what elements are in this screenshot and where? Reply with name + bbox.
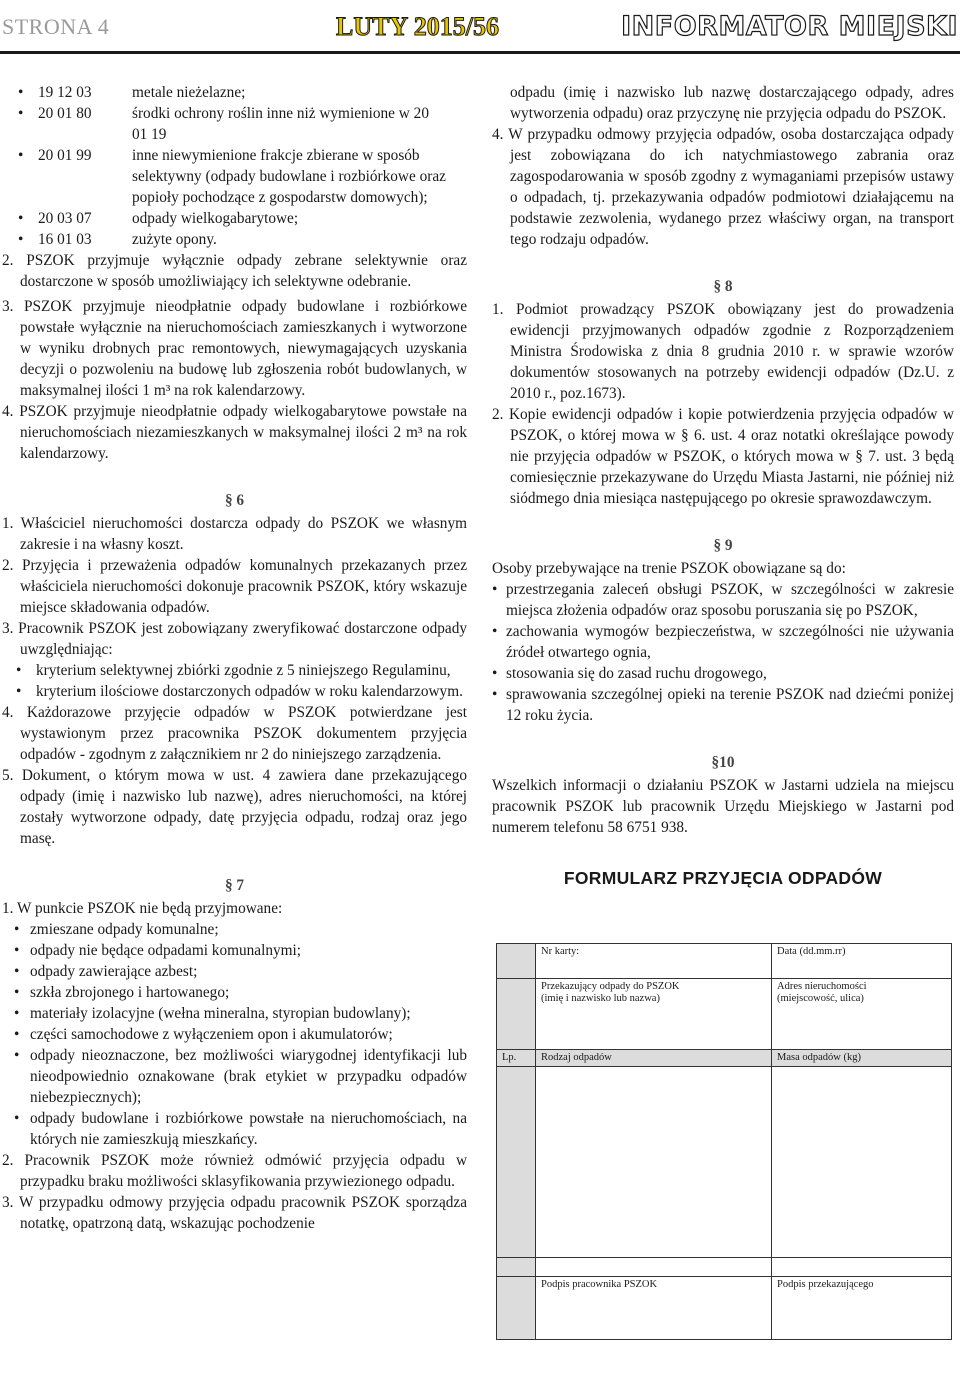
form-grey-cell [497,1067,535,1257]
waste-desc: inne niewymienione frakcje zbierane w sposób selektywny (odpady budowlane i rozbiórkowe oraz popioły pochodzące z gospodarstw domowych); [132,147,446,206]
waste-code: 20 01 80 [38,105,92,122]
card-number-field[interactable] [535,944,771,978]
list-item [2,681,467,702]
sender-label: Przekazujący odpady do PSZOK [541,981,680,992]
lp-header [497,1050,535,1066]
bullet-icon: • [18,231,24,248]
address-label: Adres nieruchomości [777,981,867,992]
lp-label: Lp. [502,1052,517,1063]
bullet-icon: • [18,84,24,101]
page-header [0,0,960,54]
waste-desc: odpady wielkogabarytowe; [132,210,299,227]
paragraph-7-2: 2. Pracownik PSZOK może również odmówić przyjęcia odpadu w przypadku braku możliwości sklasyfikowania przywiezionego odpadu. [2,1152,467,1190]
bullet-icon: • [14,942,20,959]
paragraph-8-1: 1. Podmiot prowadzący PSZOK obowiązany jest do prowadzenia ewidencji przyjmowanych odpadów zgodnie z Rozporządzeniem Ministra Środowiska z dnia 8 grudnia 2010 r. w sprawie wzorów dokumentów stosowanych na potrzeby ewidencji odpadów (Dz.U. z 2010 r., poz.1673). [492,301,954,402]
sender-sublabel: (imię i nazwisko lub nazwa) [541,993,660,1004]
rejected-waste-list [2,919,467,1150]
sender-field[interactable] [535,979,771,1049]
address-field[interactable] [771,979,953,1049]
paragraph-8-2: 2. Kopie ewidencji odpadów i kopie potwierdzenia przyjęcia odpadów w PSZOK, o której mowa w § 6. ust. 4 oraz notatki określające powody nie przyjęcia odpadów w PSZOK, o których mowa w § 7. ust. 3 będą comiesięcznie przekazywane do Urzędu Miasta Jastarni, nie później niż siódmego dnia miesiąca następującego po okresie sprawozdawczym. [492,406,954,507]
list-item [2,1108,467,1150]
page-number: STRONA 4 [2,14,110,39]
waste-desc: środki ochrony roślin inne niż wymienione w 20 01 19 [132,105,429,143]
right-column [492,82,954,889]
verification-criteria-list [2,660,467,702]
list-item [2,1024,467,1045]
bullet-icon: • [14,1005,20,1022]
form-row-card [496,943,952,979]
paragraph-5-3: 3. PSZOK przyjmuje nieodpłatnie odpady budowlane i rozbiórkowe powstałe wyłącznie na nieruchomościach zamieszkanych i wytworzone w wyniku drobnych prac remontowych, niewymagających uzyskania decyzji o pozwoleniu na budowę lub zgłoszenia robót budowlanych, w maksymalnej ilości 1 m³ na rok kalendarzowy. [2,298,467,399]
list-item-text: odpady nie będące odpadami komunalnymi; [30,942,302,959]
form-grey-cell [497,1258,535,1276]
waste-code-item [2,229,467,250]
sender-signature-field[interactable] [771,1277,953,1339]
section-heading-8: § 8 [713,278,733,295]
paragraph-9-intro: Osoby przebywające na trenie PSZOK obowiązane są do: [492,560,846,577]
employee-signature-field[interactable] [535,1277,771,1339]
waste-type-label: Rodzaj odpadów [541,1052,612,1063]
form-table-body [496,1066,952,1258]
list-item [492,663,954,684]
list-item [2,982,467,1003]
list-item-text: części samochodowe z wyłączeniem opon i akumulatorów; [30,1026,393,1043]
waste-desc: zużyte opony. [132,231,217,248]
form-title: FORMULARZ PRZYJĘCIA ODPADÓW [563,868,883,888]
address-sublabel: (miejscowość, ulica) [777,993,864,1004]
employee-signature-label: Podpis pracownika PSZOK [541,1279,658,1290]
list-item-text: odpady budowlane i rozbiórkowe powstałe na nieruchomościach, na których nie zamieszkują mieszkańcy. [30,1110,467,1148]
list-item [2,660,467,681]
list-item-text: stosowania się do zasad ruchu drogowego, [506,665,767,682]
list-item [2,1003,467,1024]
list-item-text: materiały izolacyjne (wełna mineralna, styropian budowlany); [30,1005,411,1022]
waste-mass-label: Masa odpadów (kg) [777,1052,861,1063]
bullet-icon: • [492,581,498,598]
list-item-text: kryterium ilościowe dostarczonych odpadów w roku kalendarzowym. [36,683,463,700]
waste-code: 20 01 99 [38,147,92,164]
form-row-signatures [496,1276,952,1340]
waste-code-item [2,208,467,229]
waste-desc: metale nieżelazne; [132,84,246,101]
list-item [2,961,467,982]
paragraph-6-1: 1. Właściciel nieruchomości dostarcza odpady do PSZOK we własnym zakresie i na własny koszt. [2,515,467,553]
list-item-text: zachowania wymogów bezpieczeństwa, w szczególności nie używania źródeł otwartego ognia, [506,623,954,661]
bullet-icon: • [18,210,24,227]
paragraph-6-2: 2. Przyjęcia i przeważenia odpadów komunalnych przekazanych przez właściciela nieruchomości dokonuje pracownik PSZOK, który wskazuje miejsce składowania odpadów. [2,557,467,616]
list-item-text: kryterium selektywnej zbiórki zgodnie z 5 niniejszego Regulaminu, [36,662,451,679]
section-heading-10: §10 [711,754,735,771]
paragraph-6-4: 4. Każdorazowe przyjęcie odpadów w PSZOK potwierdzane jest wystawionym przez pracownika PSZOK dokumentem przyjęcia odpadów - zgodnym z załącznikiem nr 2 do niniejszego zarządzenia. [2,704,467,763]
form-blank-cell [535,1258,771,1276]
paragraph-5-2: 2. PSZOK przyjmuje wyłącznie odpady zebrane selektywnie oraz dostarczone w sposób umożliwiający ich selektywne odebranie. [2,252,467,290]
list-item [492,621,954,663]
list-item [492,579,954,621]
bullet-icon: • [18,105,24,122]
section-heading-9: § 9 [713,537,733,554]
list-item-text: zmieszane odpady komunalne; [30,921,219,938]
list-item [2,940,467,961]
paragraph-7-4: 4. W przypadku odmowy przyjęcia odpadów, osoba dostarczająca odpady jest zobowiązana do ich natychmiastowego zabrania oraz zagospodarowania w sposób zgodny z wymaganiami przepisów ustawy o odpadach, tj. przekazywania odpadów podmiotowi działającemu na podstawie zezwolenia, wydanego przez właściwy organ, na transport tego rodzaju odpadów. [492,126,954,248]
waste-code-list [2,82,467,250]
bullet-icon: • [14,921,20,938]
date-label: Data (dd.mm.rr) [777,946,846,957]
date-field[interactable] [771,944,953,978]
list-item [2,919,467,940]
waste-code: 19 12 03 [38,84,92,101]
visitor-duties-list [492,579,954,726]
form-row-sender [496,978,952,1050]
form-blank-cell [771,1258,953,1276]
card-number-label: Nr karty: [541,946,580,957]
bullet-icon: • [16,683,22,700]
publication-title: INFORMATOR MIEJSKI [621,11,958,42]
bullet-icon: • [492,665,498,682]
waste-code-item [2,145,467,208]
waste-code: 16 01 03 [38,231,92,248]
waste-type-entry[interactable] [535,1067,771,1257]
waste-mass-header [771,1050,953,1066]
list-item-text: odpady zawierające azbest; [30,963,198,980]
list-item-text: odpady nieoznaczone, bez możliwości wiarygodnej identyfikacji lub nieodpowiednio oznakowane (brak etykiet w przypadku odpadów niebezpiecznych); [30,1047,467,1106]
form-grey-cell [497,979,535,1049]
left-column [2,82,467,1234]
form-spacer-row [496,1257,952,1277]
section-heading-6: § 6 [224,492,245,509]
bullet-icon: • [14,963,20,980]
issue-label [336,12,499,42]
list-item [492,684,954,726]
list-item-text: sprawowania szczególnej opieki na terenie PSZOK nad dziećmi poniżej 12 roku życia. [506,686,954,724]
paragraph-7-3-continued: odpadu (imię i nazwisko lub nazwę dostarczającego odpady, adres wytworzenia odpadu) oraz przyczynę nie przyjęcia odpadu do PSZOK. [510,84,954,122]
paragraph-6-5: 5. Dokument, o którym mowa w ust. 4 zawiera dane przekazującego odpady (imię i nazwisko lub nazwę), adres nieruchomości, na której zostały wytworzone odpady, datę przyjęcia odpadu, rodzaj oraz jego masę. [2,767,467,847]
paragraph-7-3: 3. W przypadku odmowy przyjęcia odpadu pracownik PSZOK sporządza notatkę, opatrzoną datą, wskazując pochodzenie [2,1194,467,1232]
list-item [2,1045,467,1108]
paragraph-10: Wszelkich informacji o działaniu PSZOK w Jastarni udziela na miejscu pracownik PSZOK lub pracownik Urzędu Miejskiego w Jastarni pod numerem telefonu 58 6751 938. [492,777,954,836]
waste-code-item [2,103,467,145]
form-grey-cell [497,944,535,978]
section-heading-7: § 7 [224,877,245,894]
bullet-icon: • [14,1047,20,1064]
form-grey-cell [497,1277,535,1339]
list-item-text: przestrzegania zaleceń obsługi PSZOK, w szczególności w zakresie miejsca złożenia odpadów oraz sposobu poruszania się po PSZOK, [506,581,954,619]
paragraph-5-4: 4. PSZOK przyjmuje nieodpłatnie odpady wielkogabarytowe powstałe na nieruchomościach niezamieszkanych w maksymalnej ilości 2 m³ na rok kalendarzowy. [2,403,467,462]
waste-mass-entry[interactable] [771,1067,953,1257]
issue-month: LUTY 2015 [336,12,466,41]
bullet-icon: • [492,686,498,703]
bullet-icon: • [492,623,498,640]
waste-code: 20 03 07 [38,210,92,227]
sender-signature-label: Podpis przekazującego [777,1279,874,1290]
paragraph-6-3: 3. Pracownik PSZOK jest zobowiązany zweryfikować dostarczone odpady uwzględniając: [2,620,467,658]
list-item-text: szkła zbrojonego i hartowanego; [30,984,230,1001]
paragraph-7-1: 1. W punkcie PSZOK nie będą przyjmowane: [2,900,283,917]
bullet-icon: • [18,147,24,164]
waste-type-header [535,1050,771,1066]
bullet-icon: • [16,662,22,679]
bullet-icon: • [14,1110,20,1127]
bullet-icon: • [14,1026,20,1043]
waste-code-item [2,82,467,103]
form-table-header [496,1049,952,1067]
issue-number: /56 [465,12,500,41]
bullet-icon: • [14,984,20,1001]
